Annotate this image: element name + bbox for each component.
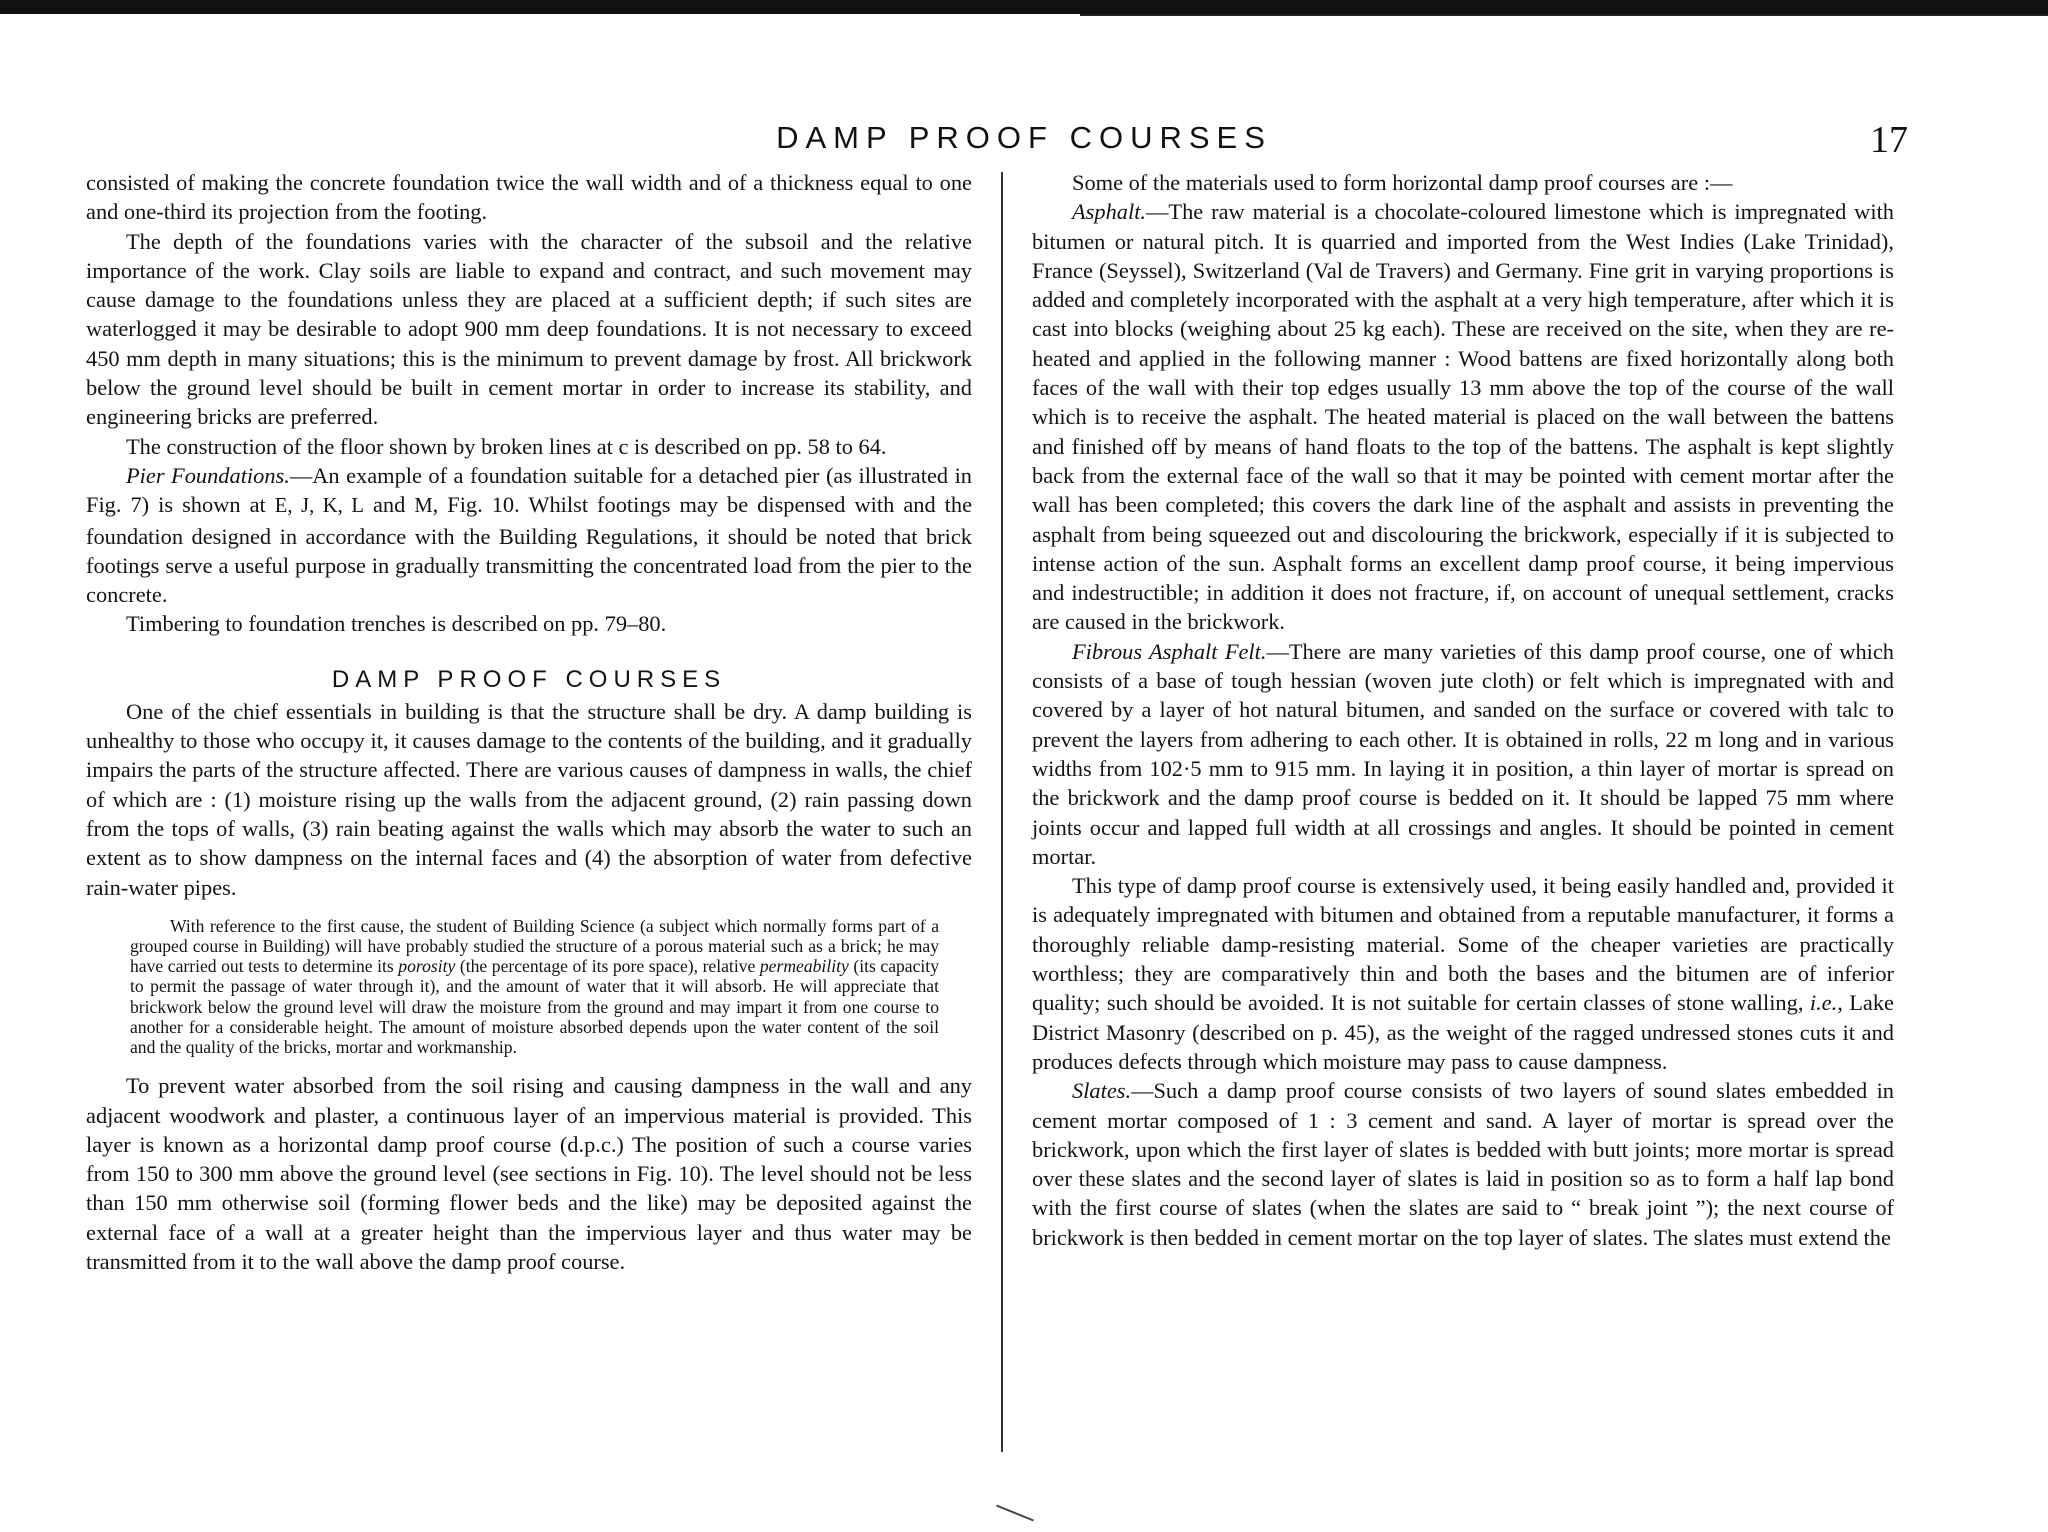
- paragraph: consisted of making the concrete foundation twice the wall width and of a thickness equal to one and one-third its projection from the footing.: [86, 170, 972, 225]
- left-column: [86, 168, 972, 1276]
- paragraph: The construction of the floor shown by broken lines at c is described on pp. 58 to 64.: [126, 433, 887, 459]
- paragraph: This type of damp proof course is extensively used, it being easily handled and, provided it is adequately impregnated with bitumen and obtained from a reputable manufacturer, it forms a thoroughly reliable damp-resisting material. Some of the cheaper varieties are practically worthless; they are comparatively thin and both the bases and the bitumen are of inferior quality; such should be avoided. It is not suitable for certain classes of stone walling, i.e., Lake District Masonry (described on p. 45), as the weight of the ragged undressed stones cuts it and produces defects through which moisture may pass to cause dampness.: [1032, 873, 1894, 1074]
- paragraph-slates: Slates.—Such a damp proof course consists of two layers of sound slates embedded in cement mortar composed of 1 : 3 cement and sand. A layer of mortar is spread over the brickwork, upon which the first layer of slates is bedded with butt joints; more mortar is spread over these slates and the second layer of slates is laid in position so as to form a half lap bond with the first course of slates (when the slates are said to “ break joint ”); the next course of brickwork is then bedded in cement mortar on the top layer of slates. The slates must extend the: [1032, 1078, 1894, 1250]
- run-in-heading: Pier Foundations.: [126, 462, 290, 488]
- section-heading: DAMP PROOF COURSES: [331, 665, 727, 693]
- scan-mark: [996, 1505, 1034, 1522]
- run-in-heading: Fibrous Asphalt Felt.: [1072, 638, 1267, 664]
- top-scan-border: [0, 0, 2048, 14]
- paragraph: The depth of the foundations varies with the character of the subsoil and the relative importance of the work. Clay soils are liable to expand and contract, and such movement may cause damage to the foundations unless they are placed at a sufficient depth; if such sites are waterlogged it may be desirable to adopt 900 mm deep foundations. It is not necessary to exceed 450 mm depth in many situations; this is the minimum to prevent damage by frost. All brickwork below the ground level should be built in cement mortar in order to increase its stability, and engineering bricks are preferred.: [86, 228, 972, 430]
- paragraph-asphalt: Asphalt.—The raw material is a chocolate-coloured limestone which is impregnated with bitumen or natural pitch. It is quarried and imported from the West Indies (Lake Trinidad), France (Seyssel), Switzerland (Val de Travers) and Germany. Fine grit in varying proportions is added and completely incorporated with the asphalt at a very high temperature, after which it is cast into blocks (weighing about 25 kg each). These are received on the site, when they are re-heated and applied in the following manner : Wood battens are fixed horizontally along both faces of the wall with their top edges usually 13 mm above the top of the course of the wall which is to receive the asphalt. The heated material is placed on the wall between the battens and finished off by means of hand floats to the top of the battens. The asphalt is kept slightly back from the external face of the wall so that it may be pointed with cement mortar after the wall has been completed; this covers the dark line of the asphalt and assists in preventing the asphalt from being squeezed out and discolouring the brickwork, especially if it is subjected to intense action of the sun. Asphalt forms an excellent damp proof course, it being impervious and indestructible; in addition it does not fracture, if, on account of unequal settlement, cracks are caused in the brickwork.: [1032, 199, 1894, 635]
- paragraph: Some of the materials used to form horizontal damp proof courses are :—: [1072, 170, 1733, 195]
- run-in-heading: Asphalt.: [1072, 199, 1147, 225]
- paragraph: One of the chief essentials in building is that the structure shall be dry. A damp building is unhealthy to those who occupy it, it causes damage to the contents of the building, and it gradually impairs the parts of the structure affected. There are various causes of dampness in walls, the chief of which are : (1) moisture rising up the walls from the adjacent ground, (2) rain passing down from the tops of walls, (3) rain beating against the walls which may absorb the water to such an extent as to show dampness on the internal faces and (4) the absorption of water from defective rain-water pipes.: [86, 698, 972, 900]
- small-print-note: With reference to the first cause, the student of Building Science (a subject which normally forms part of a grouped course in Building) will have probably studied the structure of a porous material such as a brick; he may have carried out tests to determine its porosity (the percentage of its pore space), relative permeability (its capacity to permit the passage of water through it), and the amount of water that it will absorb. He will appreciate that brickwork below the ground level will draw the moisture from the ground and may impart it from one course to another for a considerable height. The amount of moisture absorbed depends upon the water content of the soil and the quality of the bricks, mortar and workmanship.: [130, 915, 939, 1058]
- paragraph-fibrous-asphalt-felt: Fibrous Asphalt Felt.—There are many varieties of this damp proof course, one of which consists of a base of tough hessian (woven jute cloth) or felt which is impregnated with and covered by a layer of hot natural bitumen, and sanded on the surface or covered with talc to prevent the layers from adhering to each other. It is obtained in rolls, 22 m long and in various widths from 102·5 mm to 915 mm. In laying it in position, a thin layer of mortar is spread on the brickwork and the damp proof course is bedded on it. It should be lapped 75 mm where joints occur and lapped full width at all crossings and angles. It should be pointed in cement mortar.: [1032, 638, 1894, 869]
- page-number: 17: [1870, 119, 1908, 161]
- paragraph: To prevent water absorbed from the soil rising and causing dampness in the wall and any adjacent woodwork and plaster, a continuous layer of an impervious material is provided. This layer is known as a horizontal damp proof course (d.p.c.) The position of such a course varies from 150 to 300 mm above the ground level (see sections in Fig. 10). The level should not be less than 150 mm otherwise soil (forming flower beds and the like) may be deposited against the external face of a wall at a greater height than the impervious layer and thus water may be transmitted from it to the wall above the damp proof course.: [86, 1073, 972, 1275]
- paragraph-pier-foundations: Pier Foundations.—An example of a foundation suitable for a detached pier (as illustrated in Fig. 7) is shown at E, J, K, L and M, Fig. 10. Whilst footings may be dispensed with and the foundation designed in accordance with the Building Regulations, it should be noted that brick footings serve a useful purpose in gradually transmitting the concentrated load from the pier to the concrete.: [86, 462, 973, 608]
- column-divider: [1001, 172, 1003, 1452]
- run-in-heading: Slates.: [1072, 1078, 1132, 1104]
- paragraph: Timbering to foundation trenches is described on pp. 79–80.: [126, 611, 667, 637]
- right-column: [1032, 168, 1894, 1252]
- running-head: DAMP PROOF COURSES: [776, 120, 1272, 155]
- top-scan-border-thin: [1080, 14, 2048, 16]
